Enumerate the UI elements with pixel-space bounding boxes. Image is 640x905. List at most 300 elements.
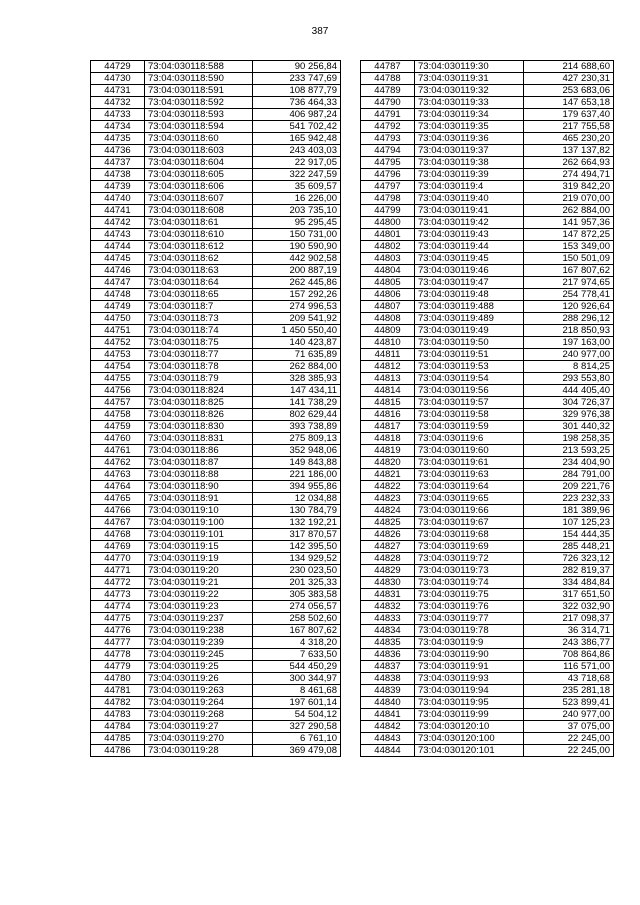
row-number-cell: 44736 — [91, 145, 145, 157]
cadastral-number-cell: 73:04:030119:57 — [415, 397, 524, 409]
table-row — [91, 565, 341, 577]
cadastral-number-cell: 73:04:030119:41 — [415, 205, 524, 217]
cadastral-value-cell: 130 784,79 — [253, 505, 341, 517]
cadastral-number-cell: 73:04:030119:77 — [415, 613, 524, 625]
cadastral-number-cell: 73:04:030119:488 — [415, 301, 524, 313]
row-number-cell: 44808 — [361, 313, 415, 325]
row-number-cell: 44780 — [91, 673, 145, 685]
cadastral-number-cell: 73:04:030119:39 — [415, 169, 524, 181]
cadastral-number-cell: 73:04:030119:75 — [415, 589, 524, 601]
cadastral-value-cell: 240 977,00 — [524, 709, 614, 721]
cadastral-value-cell: 262 884,00 — [253, 361, 341, 373]
cadastral-value-cell: 116 571,00 — [524, 661, 614, 673]
cadastral-number-cell: 73:04:030118:608 — [145, 205, 253, 217]
cadastral-value-cell: 254 778,41 — [524, 289, 614, 301]
table-row — [91, 637, 341, 649]
cadastral-number-cell: 73:04:030119:93 — [415, 673, 524, 685]
row-number-cell: 44836 — [361, 649, 415, 661]
cadastral-number-cell: 73:04:030118:592 — [145, 97, 253, 109]
row-number-cell: 44778 — [91, 649, 145, 661]
cadastral-value-cell: 293 553,80 — [524, 373, 614, 385]
row-number-cell: 44748 — [91, 289, 145, 301]
table-row — [91, 289, 341, 301]
row-number-cell: 44826 — [361, 529, 415, 541]
row-number-cell: 44755 — [91, 373, 145, 385]
cadastral-value-cell: 736 464,33 — [253, 97, 341, 109]
cadastral-value-cell: 282 819,37 — [524, 565, 614, 577]
cadastral-number-cell: 73:04:030119:10 — [145, 505, 253, 517]
cadastral-value-cell: 230 023,50 — [253, 565, 341, 577]
cadastral-number-cell: 73:04:030119:270 — [145, 733, 253, 745]
cadastral-value-cell: 235 281,18 — [524, 685, 614, 697]
table-row — [91, 169, 341, 181]
cadastral-number-cell: 73:04:030119:76 — [415, 601, 524, 613]
cadastral-value-cell: 150 501,09 — [524, 253, 614, 265]
row-number-cell: 44776 — [91, 625, 145, 637]
row-number-cell: 44786 — [91, 745, 145, 757]
row-number-cell: 44811 — [361, 349, 415, 361]
cadastral-value-cell: 301 440,32 — [524, 421, 614, 433]
row-number-cell: 44738 — [91, 169, 145, 181]
table-row — [361, 145, 614, 157]
table-row — [91, 61, 341, 73]
table-row — [361, 517, 614, 529]
cadastral-value-cell: 147 434,11 — [253, 385, 341, 397]
table-row — [361, 721, 614, 733]
row-number-cell: 44737 — [91, 157, 145, 169]
cadastral-value-cell: 274 996,53 — [253, 301, 341, 313]
cadastral-value-cell: 22 245,00 — [524, 745, 614, 757]
cadastral-value-cell: 305 383,58 — [253, 589, 341, 601]
cadastral-value-cell: 274 494,71 — [524, 169, 614, 181]
row-number-cell: 44790 — [361, 97, 415, 109]
cadastral-number-cell: 73:04:030118:79 — [145, 373, 253, 385]
cadastral-value-cell: 465 230,20 — [524, 133, 614, 145]
cadastral-value-cell: 243 403,03 — [253, 145, 341, 157]
cadastral-number-cell: 73:04:030119:42 — [415, 217, 524, 229]
table-body-left — [91, 61, 341, 757]
cadastral-number-cell: 73:04:030119:28 — [145, 745, 253, 757]
row-number-cell: 44760 — [91, 433, 145, 445]
table-row — [91, 469, 341, 481]
cadastral-number-cell: 73:04:030119:91 — [415, 661, 524, 673]
row-number-cell: 44764 — [91, 481, 145, 493]
table-row — [361, 613, 614, 625]
cadastral-value-cell: 322 247,59 — [253, 169, 341, 181]
cadastral-value-cell: 394 955,86 — [253, 481, 341, 493]
table-row — [91, 361, 341, 373]
cadastral-number-cell: 73:04:030119:263 — [145, 685, 253, 697]
cadastral-number-cell: 73:04:030119:56 — [415, 385, 524, 397]
row-number-cell: 44834 — [361, 625, 415, 637]
cadastral-value-cell: 54 504,12 — [253, 709, 341, 721]
table-row — [91, 349, 341, 361]
cadastral-value-cell: 327 290,58 — [253, 721, 341, 733]
row-number-cell: 44735 — [91, 133, 145, 145]
row-number-cell: 44817 — [361, 421, 415, 433]
cadastral-value-cell: 317 870,57 — [253, 529, 341, 541]
cadastral-number-cell: 73:04:030119:60 — [415, 445, 524, 457]
cadastral-number-cell: 73:04:030119:9 — [415, 637, 524, 649]
table-body-right — [361, 61, 614, 757]
row-number-cell: 44805 — [361, 277, 415, 289]
cadastral-number-cell: 73:04:030118:86 — [145, 445, 253, 457]
table-row — [361, 373, 614, 385]
row-number-cell: 44800 — [361, 217, 415, 229]
row-number-cell: 44813 — [361, 373, 415, 385]
row-number-cell: 44829 — [361, 565, 415, 577]
table-row — [91, 73, 341, 85]
cadastral-number-cell: 73:04:030119:90 — [415, 649, 524, 661]
cadastral-number-cell: 73:04:030119:32 — [415, 85, 524, 97]
cadastral-value-cell: 243 386,77 — [524, 637, 614, 649]
row-number-cell: 44837 — [361, 661, 415, 673]
cadastral-number-cell: 73:04:030119:50 — [415, 337, 524, 349]
table-row — [361, 553, 614, 565]
cadastral-number-cell: 73:04:030119:489 — [415, 313, 524, 325]
cadastral-value-cell: 253 683,06 — [524, 85, 614, 97]
table-row — [91, 85, 341, 97]
row-number-cell: 44757 — [91, 397, 145, 409]
row-number-cell: 44825 — [361, 517, 415, 529]
cadastral-value-cell: 22 917,05 — [253, 157, 341, 169]
row-number-cell: 44833 — [361, 613, 415, 625]
table-row — [91, 541, 341, 553]
cadastral-number-cell: 73:04:030118:830 — [145, 421, 253, 433]
row-number-cell: 44828 — [361, 553, 415, 565]
table-row — [361, 709, 614, 721]
cadastral-number-cell: 73:04:030119:64 — [415, 481, 524, 493]
table-row — [361, 73, 614, 85]
cadastral-number-cell: 73:04:030118:831 — [145, 433, 253, 445]
cadastral-value-cell: 369 479,08 — [253, 745, 341, 757]
row-number-cell: 44779 — [91, 661, 145, 673]
cadastral-value-cell: 7 633,50 — [253, 649, 341, 661]
cadastral-value-cell: 4 318,20 — [253, 637, 341, 649]
row-number-cell: 44832 — [361, 601, 415, 613]
cadastral-number-cell: 73:04:030118:77 — [145, 349, 253, 361]
cadastral-number-cell: 73:04:030119:40 — [415, 193, 524, 205]
cadastral-number-cell: 73:04:030118:826 — [145, 409, 253, 421]
cadastral-number-cell: 73:04:030118:590 — [145, 73, 253, 85]
cadastral-value-cell: 209 221,76 — [524, 481, 614, 493]
table-row — [91, 589, 341, 601]
row-number-cell: 44816 — [361, 409, 415, 421]
row-number-cell: 44821 — [361, 469, 415, 481]
cadastral-number-cell: 73:04:030118:593 — [145, 109, 253, 121]
cadastral-value-cell: 217 755,58 — [524, 121, 614, 133]
cadastral-value-cell: 149 843,88 — [253, 457, 341, 469]
row-number-cell: 44822 — [361, 481, 415, 493]
table-row — [361, 289, 614, 301]
cadastral-number-cell: 73:04:030119:37 — [415, 145, 524, 157]
table-row — [91, 193, 341, 205]
row-number-cell: 44794 — [361, 145, 415, 157]
table-row — [361, 193, 614, 205]
cadastral-value-cell: 214 688,60 — [524, 61, 614, 73]
table-row — [91, 625, 341, 637]
cadastral-number-cell: 73:04:030118:75 — [145, 337, 253, 349]
table-row — [91, 493, 341, 505]
cadastral-number-cell: 73:04:030119:36 — [415, 133, 524, 145]
row-number-cell: 44747 — [91, 277, 145, 289]
table-row — [361, 397, 614, 409]
row-number-cell: 44729 — [91, 61, 145, 73]
cadastral-value-cell: 726 323,12 — [524, 553, 614, 565]
row-number-cell: 44799 — [361, 205, 415, 217]
table-row — [361, 301, 614, 313]
cadastral-value-cell: 1 450 550,40 — [253, 325, 341, 337]
table-row — [91, 613, 341, 625]
cadastral-number-cell: 73:04:030118:825 — [145, 397, 253, 409]
row-number-cell: 44731 — [91, 85, 145, 97]
cadastral-number-cell: 73:04:030118:87 — [145, 457, 253, 469]
cadastral-number-cell: 73:04:030120:100 — [415, 733, 524, 745]
row-number-cell: 44807 — [361, 301, 415, 313]
row-number-cell: 44745 — [91, 253, 145, 265]
cadastral-value-cell: 334 484,84 — [524, 577, 614, 589]
cadastral-number-cell: 73:04:030118:90 — [145, 481, 253, 493]
cadastral-value-cell: 37 075,00 — [524, 721, 614, 733]
cadastral-value-cell: 108 877,79 — [253, 85, 341, 97]
cadastral-value-cell: 12 034,88 — [253, 493, 341, 505]
cadastral-number-cell: 73:04:030119:72 — [415, 553, 524, 565]
cadastral-value-cell: 304 726,37 — [524, 397, 614, 409]
cadastral-value-cell: 406 987,24 — [253, 109, 341, 121]
table-row — [91, 277, 341, 289]
row-number-cell: 44793 — [361, 133, 415, 145]
cadastral-number-cell: 73:04:030118:607 — [145, 193, 253, 205]
cadastral-value-cell: 317 651,50 — [524, 589, 614, 601]
row-number-cell: 44842 — [361, 721, 415, 733]
cadastral-number-cell: 73:04:030120:101 — [415, 745, 524, 757]
row-number-cell: 44777 — [91, 637, 145, 649]
cadastral-value-cell: 223 232,33 — [524, 493, 614, 505]
row-number-cell: 44781 — [91, 685, 145, 697]
table-row — [91, 157, 341, 169]
cadastral-number-cell: 73:04:030119:268 — [145, 709, 253, 721]
cadastral-number-cell: 73:04:030119:67 — [415, 517, 524, 529]
table-row — [91, 181, 341, 193]
table-row — [361, 253, 614, 265]
cadastral-number-cell: 73:04:030119:100 — [145, 517, 253, 529]
cadastral-value-cell: 90 256,84 — [253, 61, 341, 73]
table-row — [91, 433, 341, 445]
cadastral-value-cell: 16 226,00 — [253, 193, 341, 205]
row-number-cell: 44774 — [91, 601, 145, 613]
cadastral-number-cell: 73:04:030119:20 — [145, 565, 253, 577]
table-row — [361, 565, 614, 577]
cadastral-value-cell: 120 926,64 — [524, 301, 614, 313]
table-row — [91, 685, 341, 697]
cadastral-number-cell: 73:04:030119:73 — [415, 565, 524, 577]
table-row — [361, 697, 614, 709]
table-row — [361, 493, 614, 505]
cadastral-value-cell: 300 344,97 — [253, 673, 341, 685]
row-number-cell: 44803 — [361, 253, 415, 265]
cadastral-value-cell: 708 864,86 — [524, 649, 614, 661]
cadastral-value-cell: 153 349,00 — [524, 241, 614, 253]
table-row — [91, 709, 341, 721]
table-row — [91, 649, 341, 661]
cadastral-value-cell: 319 842,20 — [524, 181, 614, 193]
cadastral-number-cell: 73:04:030119:33 — [415, 97, 524, 109]
cadastral-number-cell: 73:04:030118:65 — [145, 289, 253, 301]
table-row — [91, 673, 341, 685]
table-row — [91, 457, 341, 469]
table-row — [91, 229, 341, 241]
table-row — [91, 385, 341, 397]
cadastral-number-cell: 73:04:030119:34 — [415, 109, 524, 121]
cadastral-value-cell: 157 292,26 — [253, 289, 341, 301]
cadastral-number-cell: 73:04:030119:4 — [415, 181, 524, 193]
table-row — [361, 529, 614, 541]
cadastral-value-cell: 35 609,57 — [253, 181, 341, 193]
cadastral-number-cell: 73:04:030118:588 — [145, 61, 253, 73]
cadastral-number-cell: 73:04:030118:591 — [145, 85, 253, 97]
cadastral-number-cell: 73:04:030118:824 — [145, 385, 253, 397]
cadastral-number-cell: 73:04:030119:31 — [415, 73, 524, 85]
cadastral-value-cell: 541 702,42 — [253, 121, 341, 133]
cadastral-number-cell: 73:04:030119:53 — [415, 361, 524, 373]
cadastral-value-cell: 147 872,25 — [524, 229, 614, 241]
cadastral-number-cell: 73:04:030119:239 — [145, 637, 253, 649]
cadastral-number-cell: 73:04:030119:23 — [145, 601, 253, 613]
table-row — [361, 385, 614, 397]
table-row — [91, 529, 341, 541]
cadastral-number-cell: 73:04:030119:44 — [415, 241, 524, 253]
table-row — [361, 685, 614, 697]
cadastral-number-cell: 73:04:030119:58 — [415, 409, 524, 421]
cadastral-value-cell: 217 974,65 — [524, 277, 614, 289]
table-row — [361, 745, 614, 757]
table-row — [361, 121, 614, 133]
table-row — [361, 433, 614, 445]
table-row — [361, 349, 614, 361]
cadastral-value-cell: 802 629,44 — [253, 409, 341, 421]
cadastral-value-cell: 218 850,93 — [524, 325, 614, 337]
cadastral-value-cell: 147 653,18 — [524, 97, 614, 109]
cadastral-value-cell: 141 738,29 — [253, 397, 341, 409]
row-number-cell: 44815 — [361, 397, 415, 409]
cadastral-number-cell: 73:04:030118:603 — [145, 145, 253, 157]
cadastral-number-cell: 73:04:030119:21 — [145, 577, 253, 589]
cadastral-value-cell: 22 245,00 — [524, 733, 614, 745]
table-row — [361, 337, 614, 349]
table-row — [361, 109, 614, 121]
table-row — [361, 601, 614, 613]
table-row — [361, 325, 614, 337]
table-row — [91, 721, 341, 733]
row-number-cell: 44843 — [361, 733, 415, 745]
cadastral-value-cell: 258 502,60 — [253, 613, 341, 625]
row-number-cell: 44827 — [361, 541, 415, 553]
row-number-cell: 44732 — [91, 97, 145, 109]
cadastral-number-cell: 73:04:030119:30 — [415, 61, 524, 73]
table-row — [361, 241, 614, 253]
cadastral-number-cell: 73:04:030119:47 — [415, 277, 524, 289]
row-number-cell: 44789 — [361, 85, 415, 97]
cadastral-value-cell: 134 929,52 — [253, 553, 341, 565]
row-number-cell: 44839 — [361, 685, 415, 697]
row-number-cell: 44820 — [361, 457, 415, 469]
cadastral-value-cell: 43 718,68 — [524, 673, 614, 685]
row-number-cell: 44756 — [91, 385, 145, 397]
table-row — [361, 625, 614, 637]
cadastral-value-cell: 167 807,62 — [253, 625, 341, 637]
table-row — [91, 421, 341, 433]
table-row — [361, 361, 614, 373]
row-number-cell: 44824 — [361, 505, 415, 517]
cadastral-number-cell: 73:04:030118:62 — [145, 253, 253, 265]
cadastral-number-cell: 73:04:030119:22 — [145, 589, 253, 601]
row-number-cell: 44739 — [91, 181, 145, 193]
row-number-cell: 44841 — [361, 709, 415, 721]
cadastral-number-cell: 73:04:030119:68 — [415, 529, 524, 541]
cadastral-value-cell: 181 389,96 — [524, 505, 614, 517]
cadastral-number-cell: 73:04:030120:10 — [415, 721, 524, 733]
cadastral-value-cell: 190 590,90 — [253, 241, 341, 253]
cadastral-value-cell: 203 735,10 — [253, 205, 341, 217]
row-number-cell: 44844 — [361, 745, 415, 757]
cadastral-number-cell: 73:04:030118:594 — [145, 121, 253, 133]
row-number-cell: 44771 — [91, 565, 145, 577]
row-number-cell: 44818 — [361, 433, 415, 445]
cadastral-number-cell: 73:04:030119:63 — [415, 469, 524, 481]
cadastral-number-cell: 73:04:030119:245 — [145, 649, 253, 661]
cadastral-number-cell: 73:04:030119:66 — [415, 505, 524, 517]
cadastral-number-cell: 73:04:030118:74 — [145, 325, 253, 337]
row-number-cell: 44812 — [361, 361, 415, 373]
table-row — [91, 97, 341, 109]
row-number-cell: 44835 — [361, 637, 415, 649]
table-row — [361, 577, 614, 589]
row-number-cell: 44791 — [361, 109, 415, 121]
table-row — [361, 481, 614, 493]
cadastral-number-cell: 73:04:030119:99 — [415, 709, 524, 721]
table-row — [91, 409, 341, 421]
row-number-cell: 44746 — [91, 265, 145, 277]
cadastral-value-cell: 219 070,00 — [524, 193, 614, 205]
row-number-cell: 44744 — [91, 241, 145, 253]
cadastral-number-cell: 73:04:030119:38 — [415, 157, 524, 169]
row-number-cell: 44768 — [91, 529, 145, 541]
cadastral-value-cell: 197 601,14 — [253, 697, 341, 709]
row-number-cell: 44775 — [91, 613, 145, 625]
row-number-cell: 44782 — [91, 697, 145, 709]
table-row — [361, 505, 614, 517]
cadastral-number-cell: 73:04:030119:74 — [415, 577, 524, 589]
row-number-cell: 44750 — [91, 313, 145, 325]
row-number-cell: 44730 — [91, 73, 145, 85]
cadastral-number-cell: 73:04:030118:78 — [145, 361, 253, 373]
row-number-cell: 44741 — [91, 205, 145, 217]
table-row — [91, 553, 341, 565]
row-number-cell: 44806 — [361, 289, 415, 301]
row-number-cell: 44819 — [361, 445, 415, 457]
cadastral-number-cell: 73:04:030119:65 — [415, 493, 524, 505]
row-number-cell: 44753 — [91, 349, 145, 361]
cadastral-number-cell: 73:04:030118:60 — [145, 133, 253, 145]
row-number-cell: 44742 — [91, 217, 145, 229]
table-row — [361, 409, 614, 421]
cadastral-value-table-left — [90, 60, 341, 757]
cadastral-number-cell: 73:04:030118:610 — [145, 229, 253, 241]
row-number-cell: 44840 — [361, 697, 415, 709]
table-row — [361, 265, 614, 277]
cadastral-value-cell: 284 791,00 — [524, 469, 614, 481]
row-number-cell: 44797 — [361, 181, 415, 193]
